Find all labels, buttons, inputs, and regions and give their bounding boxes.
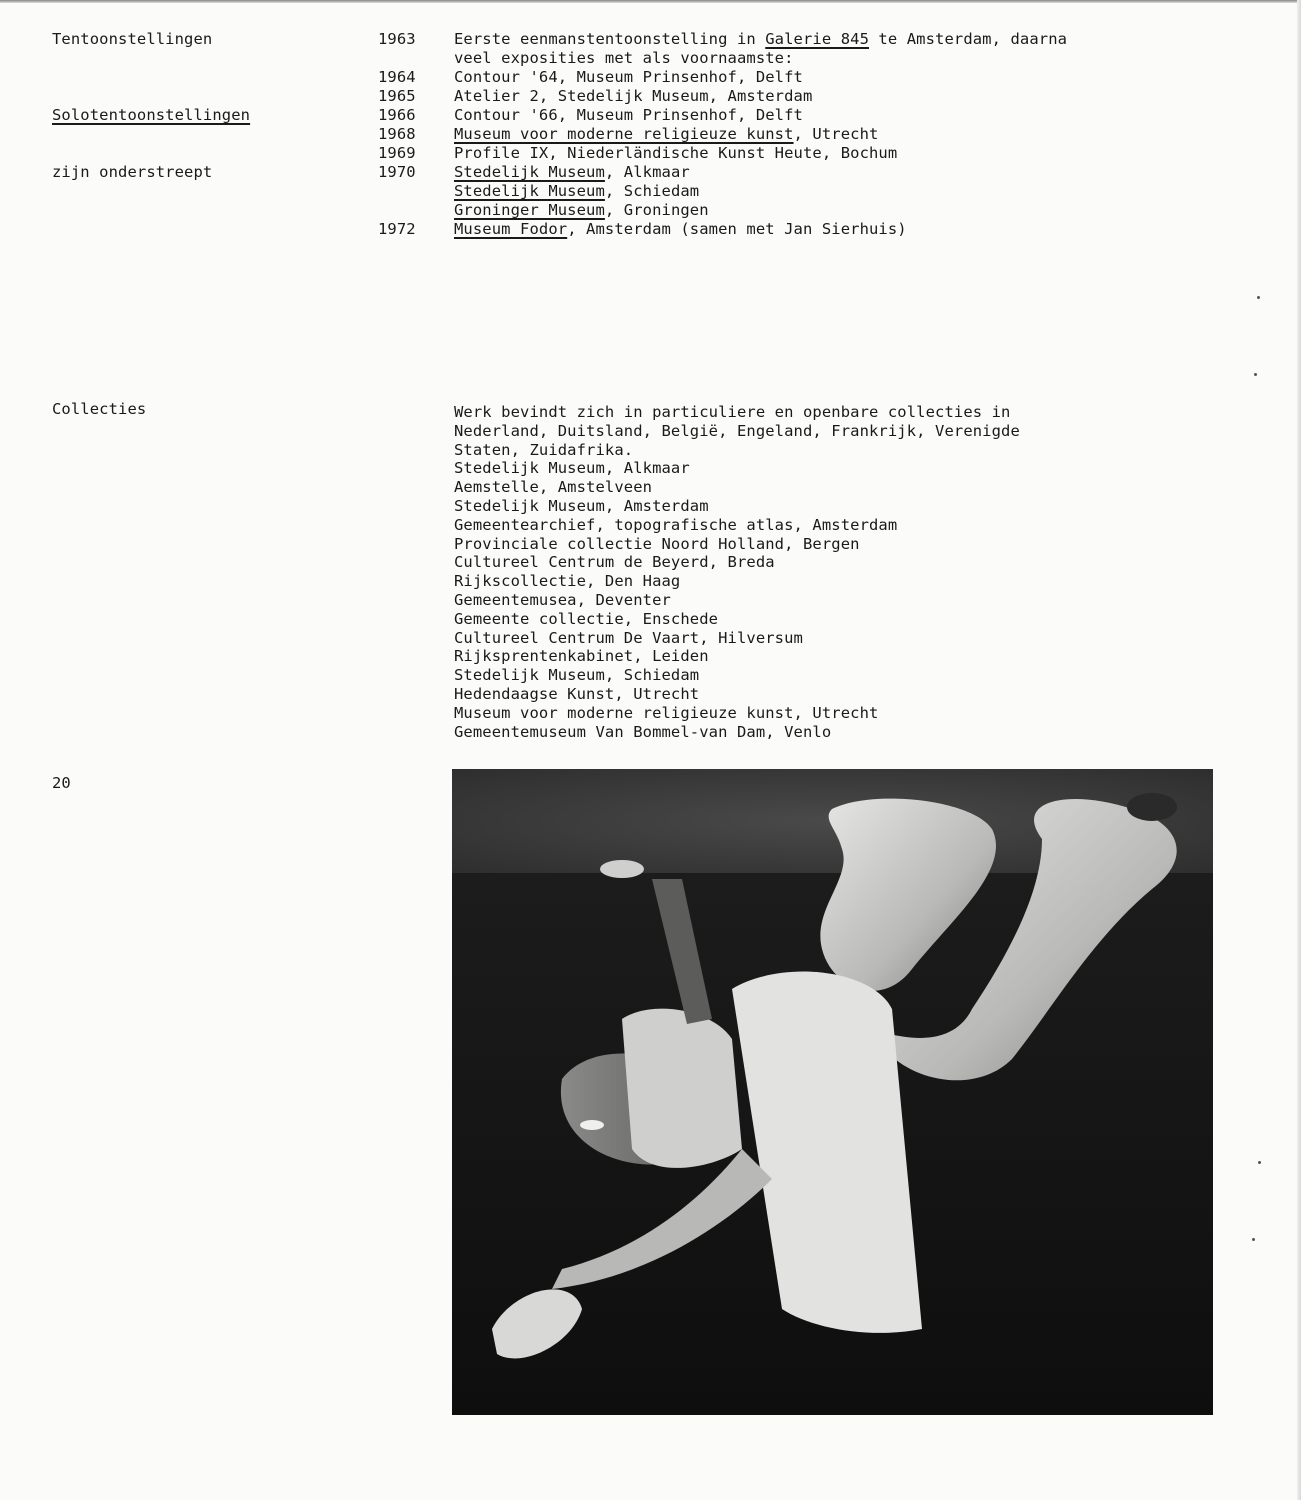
solo-exhibition-venue: Museum voor moderne religieuze kunst	[454, 125, 794, 143]
collection-line: Gemeentemusea, Deventer	[454, 590, 671, 609]
tentoonstellingen-heading: Tentoonstellingen	[52, 30, 213, 48]
exhibition-line	[454, 201, 1067, 220]
exhibition-text: , Schiedam	[604, 182, 700, 200]
collection-line: Nederland, Duitsland, België, Engeland, Frankrijk, Verenigde	[454, 421, 1020, 440]
exhibition-year: 1964	[378, 68, 416, 86]
exhibition-text: Atelier 2, Stedelijk Museum, Amsterdam	[454, 87, 813, 105]
solo-exhibition-venue: Groninger Museum	[454, 201, 605, 219]
collection-line: Rijkscollectie, Den Haag	[454, 572, 681, 591]
exhibition-line	[454, 144, 1067, 163]
collection-line: Gemeentearchief, topografische atlas, Amsterdam	[454, 515, 898, 534]
figure-band	[622, 1009, 742, 1168]
scan-speck	[1252, 1238, 1255, 1241]
scan-speck	[1257, 296, 1260, 299]
exhibition-year-spacer	[378, 49, 416, 68]
collection-line: Rijksprentenkabinet, Leiden	[454, 647, 709, 666]
exhibition-text: veel exposities met als voornaamste:	[454, 49, 794, 67]
scan-right-edge	[1297, 0, 1301, 1500]
collection-line: Cultureel Centrum De Vaart, Hilversum	[454, 628, 803, 647]
exhibition-text: te Amsterdam, daarna	[869, 30, 1068, 48]
exhibition-year: 1963	[378, 30, 416, 48]
solo-legend-line2: zijn onderstreept	[52, 163, 213, 181]
solo-exhibition-venue: Galerie 845	[765, 30, 869, 48]
exhibition-year: 1972	[378, 220, 416, 238]
exhibition-line	[454, 30, 1067, 49]
exhibition-line	[454, 87, 1067, 106]
collection-line: Gemeente collectie, Enschede	[454, 609, 719, 628]
exhibition-text: , Utrecht	[793, 125, 879, 143]
exhibition-text: Eerste eenmanstentoonstelling in	[454, 30, 766, 48]
collection-line: Gemeentemuseum Van Bommel-van Dam, Venlo	[454, 722, 832, 741]
collection-line: Cultureel Centrum de Beyerd, Breda	[454, 553, 775, 572]
artwork-painting	[452, 769, 1213, 1415]
collection-line: Hedendaagse Kunst, Utrecht	[454, 684, 700, 703]
exhibition-line	[454, 106, 1067, 125]
scan-speck	[1254, 373, 1257, 376]
exhibition-list	[454, 30, 1067, 239]
exhibition-line	[454, 68, 1067, 87]
exhibition-year: 1969	[378, 144, 416, 162]
exhibition-year: 1965	[378, 87, 416, 105]
figure-hand	[1127, 793, 1177, 821]
exhibition-years	[378, 30, 416, 239]
exhibition-line	[454, 220, 1067, 239]
exhibition-line	[454, 49, 1067, 68]
collection-line: Stedelijk Museum, Amsterdam	[454, 496, 709, 515]
collection-line: Werk bevindt zich in particuliere en openbare collecties in	[454, 403, 1011, 421]
collecties-heading: Collecties	[52, 400, 147, 418]
exhibition-year: 1968	[378, 125, 416, 143]
collection-line: Museum voor moderne religieuze kunst, Utrecht	[454, 703, 879, 722]
collection-line: Staten, Zuidafrika.	[454, 440, 634, 459]
exhibition-text: , Amsterdam (samen met Jan Sierhuis)	[567, 220, 907, 238]
head-eye	[580, 1120, 604, 1130]
artwork-reproduction	[452, 769, 1213, 1415]
solo-exhibition-venue: Museum Fodor	[454, 220, 568, 238]
exhibition-line	[454, 163, 1067, 182]
collection-line: Stedelijk Museum, Schiedam	[454, 666, 700, 685]
exhibition-text: , Alkmaar	[604, 163, 690, 181]
scan-top-edge	[0, 0, 1301, 3]
solo-legend	[52, 68, 250, 201]
exhibition-text: Profile IX, Niederländische Kunst Heute, Bochum	[454, 144, 898, 162]
exhibition-year-spacer	[378, 201, 416, 220]
exhibition-text: Contour '66, Museum Prinsenhof, Delft	[454, 106, 803, 124]
exhibition-year: 1970	[378, 163, 416, 181]
collection-line: Stedelijk Museum, Alkmaar	[454, 459, 690, 478]
scan-speck	[1258, 1161, 1261, 1164]
exhibition-line	[454, 182, 1067, 201]
exhibition-year: 1966	[378, 106, 416, 124]
collections-list	[454, 403, 1020, 741]
exhibition-text: , Groningen	[604, 201, 709, 219]
exhibition-line	[454, 125, 1067, 144]
solo-exhibition-venue: Stedelijk Museum	[454, 182, 605, 200]
collection-line: Aemstelle, Amstelveen	[454, 478, 653, 497]
solo-legend-line1: Solotentoonstellingen	[52, 106, 251, 124]
horizon-eye	[600, 860, 644, 878]
exhibition-year-spacer	[378, 182, 416, 201]
exhibition-text: Contour '64, Museum Prinsenhof, Delft	[454, 68, 803, 86]
solo-exhibition-venue: Stedelijk Museum	[454, 163, 605, 181]
collection-line: Provinciale collectie Noord Holland, Bergen	[454, 534, 860, 553]
page-number: 20	[52, 774, 71, 792]
